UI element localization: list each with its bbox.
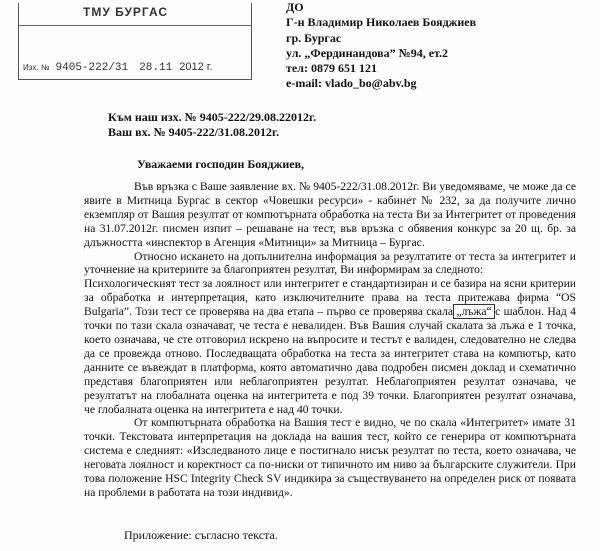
paragraph-3-part-b: с шаблон. Над 4 точки по тази скала означават, че теста е невалиден. Във Вашия случай скалата за лъжа е 1 точка, което означава, че сте отговорил искрено на въпросите и тестът е валиден, следователно не следва да се провежда отново. Последващата обработка на теста за интегритет става на компютър, като данните се въвеждат в платформа, която автоматично дава подробен писмен доклад и схематично представя благоприятен или неблагоприятен резултат. Неблагоприятен резултат означава, че резултатът на глобалната оценка на интегритета е под 39 точки. Благоприятен резултат означава, че глобалната оценка на интегритета е над 40 точки. — [84, 305, 576, 416]
stamp-reg-year: 2012 г. — [179, 61, 213, 73]
lie-scale-boxed: „лъжа“ — [453, 304, 494, 319]
addressee-city: гр. Бургас — [286, 30, 342, 45]
paragraph-3 — [84, 277, 576, 416]
paragraph-2: Относно искането на допълнителна информация за резултатите от теста за интегритет и уточнение на критериите за благоприятен резултат, Ви информирам за следното: — [84, 249, 576, 277]
your-reference: Ваш вх. № 9405-222/31.08.2012г. — [108, 125, 280, 139]
stamp-reg-number: 9405-222/31 — [55, 62, 129, 74]
registration-stamp — [18, 3, 252, 80]
addressee-phone: тел: 0879 651 121 — [286, 61, 377, 76]
addressee-block — [286, 0, 586, 92]
reference-lines — [108, 110, 316, 140]
paragraph-3-part-a: Психологическият тест за лоялност или интегритет е стандартизиран и се базира на ясни критерии за обработка и интерпретация, като изключителните права на теста притежава фирма “OS Bulgaria”. Този тест се проверява на два етапа – първо се проверява скала — [84, 277, 576, 319]
greeting: Уважаеми господин Бояджиев, — [137, 157, 305, 171]
paragraph-1: Във връзка с Ваше заявление вх. № 9405-222/31.08.2012г. Ви уведомяваме, че може да се явите в Митница Бургас в сектор «Човешки ресурси» - кабинет № 232, за да получите лично екземпляр от Вашия резултат от компютърната обработка на теста Ви за Интегритет от проведения на 31.07.2012г. писмен изпит – решаване на тест, във връзка с обявения конкурс за 20 щ. бр. за длъжността «инспектор в Агенция «Митници» за Митница – Бургас. — [84, 180, 576, 249]
letter-body — [84, 180, 576, 500]
stamp-registration-row — [23, 61, 213, 74]
our-reference: Към наш изх. № 9405-222/29.08.22012г. — [108, 110, 317, 124]
addressee-to: ДО — [286, 0, 304, 14]
addressee-name: Г-н Владимир Николаев Бояджиев — [286, 15, 477, 30]
addressee-email: e-mail: vlado_bo@abv.bg — [286, 76, 417, 91]
stamp-office: ТМУ БУРГАС — [83, 5, 168, 19]
paragraph-4: От компютърната обработка на Вашия тест е видно, че по скала «Интегритет» имате 31 точки. Текстовата интерпретация на доклада на вашия тест, който се генерира от компютърната система е следният: «Изследваното лице е постигнало нисък резултат по теста, което означава, че неговата лоялност и коректност са по-ниски от типичното им ниво за българските служители. При това положение HSC Integrity Check SV индикира за съществуването на определен риск от появата на проблеми в работата на този индивид». — [84, 416, 576, 499]
stamp-reg-date: 28.11 — [139, 62, 173, 74]
stamp-divider — [19, 25, 251, 26]
addressee-street: ул. „Фердинандова” №94, ет.2 — [286, 45, 449, 60]
stamp-reg-label: Изх. № — [23, 63, 50, 72]
attachment-note: Приложение: съгласно текста. — [124, 528, 278, 542]
